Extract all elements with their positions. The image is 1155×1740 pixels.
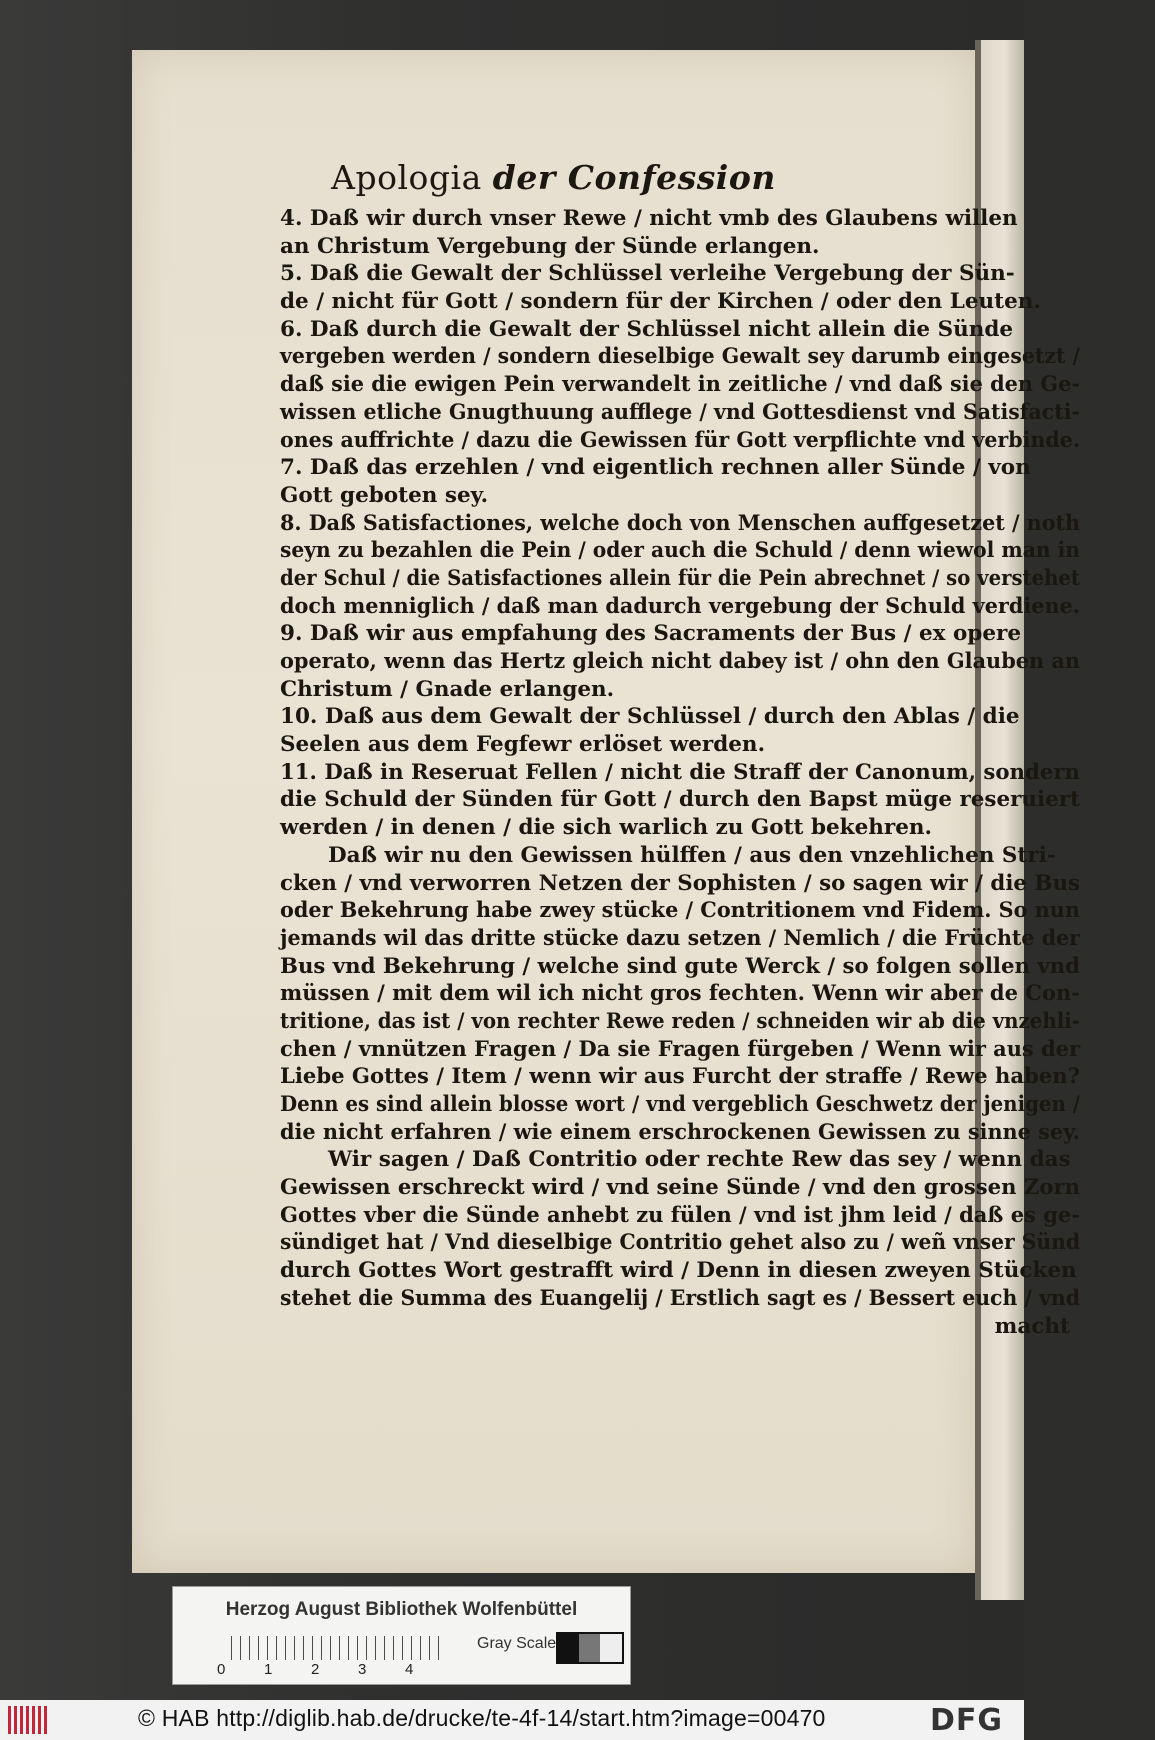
text-line: Bus vnd Bekehrung / welche sind gute Werck / so folgen sollen vnd	[280, 953, 1080, 979]
text-line: durch Gottes Wort gestrafft wird / Denn in diesen zweyen Stücken	[280, 1258, 1077, 1284]
text-line: 10. Daß aus dem Gewalt der Schlüssel / durch den Ablas / die	[280, 704, 1020, 730]
text-line: Daß wir nu den Gewissen hülffen / aus den vnzehlichen Stri-	[328, 842, 1056, 868]
gray-scale-swatch	[556, 1632, 624, 1664]
text-line: die Schuld der Sünden für Gott / durch den Bapst müge reseruiert	[280, 787, 1080, 813]
header-apologia: Apologia	[331, 158, 482, 197]
text-line: Denn es sind allein blosse wort / vnd vergeblich Geschwetz der jenigen /	[280, 1092, 1080, 1117]
dfg-logo: DFG	[930, 1703, 1004, 1738]
text-line: ones auffrichte / dazu die Gewissen für Gott verpflichte vnd verbinde.	[280, 427, 1080, 453]
text-line: an Christum Vergebung der Sünde erlangen.	[280, 233, 820, 259]
text-line: chen / vnnützen Fragen / Da sie Fragen fürgeben / Wenn wir aus der	[280, 1036, 1080, 1062]
text-line: daß sie die ewigen Pein verwandelt in zeitliche / vnd daß sie den Ge-	[280, 372, 1080, 398]
ruler-ticks	[231, 1636, 447, 1660]
hab-logo-icon	[8, 1706, 48, 1734]
text-line: Gewissen erschreckt wird / vnd seine Sünde / vnd den grossen Zorn	[280, 1175, 1080, 1201]
text-line: stehet die Summa des Euangelij / Erstlich sagt es / Bessert euch / vnd	[280, 1285, 1080, 1311]
text-line: cken / vnd verworren Netzen der Sophisten / so sagen wir / die Bus	[280, 870, 1080, 896]
page-header	[132, 158, 975, 197]
text-line: werden / in denen / die sich warlich zu Gott bekehren.	[280, 815, 933, 841]
text-line: 7. Daß das erzehlen / vnd eigentlich rechnen aller Sünde / von	[280, 455, 1031, 481]
text-line: Gottes vber die Sünde anhebt zu fülen / vnd ist jhm leid / daß es ge-	[280, 1202, 1080, 1228]
text-line: Liebe Gottes / Item / wenn wir aus Furcht der straffe / Rewe haben?	[280, 1064, 1080, 1090]
ruler-numbers	[217, 1661, 457, 1679]
copyright-link[interactable]: © HAB http://diglib.hab.de/drucke/te-4f-14/start.htm?image=00470	[138, 1705, 826, 1731]
text-line: jemands wil das dritte stücke dazu setzen / Nemlich / die Früchte der	[280, 925, 1080, 951]
bottom-credit-bar	[0, 1700, 1024, 1740]
gray-scale-label: Gray Scale	[477, 1635, 557, 1652]
library-color-card	[172, 1586, 631, 1685]
ruler-num-2: 2	[311, 1661, 320, 1678]
text-line: seyn zu bezahlen die Pein / oder auch die Schuld / denn wiewol man in	[280, 538, 1080, 564]
text-line: 6. Daß durch die Gewalt der Schlüssel nicht allein die Sünde	[280, 316, 1014, 342]
text-line: Gott geboten sey.	[280, 482, 489, 508]
text-line: 9. Daß wir aus empfahung des Sacraments der Bus / ex opere	[280, 621, 1022, 647]
ruler-num-1: 1	[264, 1661, 273, 1678]
text-line: müssen / mit dem wil ich nicht gros fechten. Wenn wir aber de Con-	[280, 981, 1080, 1007]
text-line: die nicht erfahren / wie einem erschrockenen Gewissen zu sinne sey.	[280, 1119, 1080, 1145]
text-line: oder Bekehrung habe zwey stücke / Contritionem vnd Fidem. So nun	[280, 898, 1080, 924]
text-line: wissen etliche Gnugthuung aufflege / vnd Gottesdienst vnd Satisfacti-	[280, 399, 1080, 425]
page-text	[280, 205, 1080, 1340]
text-line: Wir sagen / Daß Contritio oder rechte Rew das sey / wenn das	[328, 1147, 1071, 1173]
text-line: Christum / Gnade erlangen.	[280, 676, 615, 702]
text-line: macht	[994, 1313, 1070, 1339]
ruler-num-4: 4	[405, 1661, 414, 1678]
library-name: Herzog August Bibliothek Wolfenbüttel	[225, 1599, 578, 1620]
ruler-num-3: 3	[358, 1661, 367, 1678]
scale-ruler	[231, 1636, 447, 1660]
text-line: sündiget hat / Vnd dieselbige Contritio gehet also zu / weñ vnser Sünd	[280, 1230, 1080, 1256]
text-line: 4. Daß wir durch vnser Rewe / nicht vmb des Glaubens willen	[280, 206, 1018, 231]
text-line: 5. Daß die Gewalt der Schlüssel verleihe Vergebung der Sün-	[280, 261, 1015, 287]
text-line: de / nicht für Gott / sondern für der Kirchen / oder den Leuten.	[280, 289, 1041, 315]
text-line: 11. Daß in Reseruat Fellen / nicht die Straff der Canonum, sondern	[280, 759, 1080, 785]
ruler-num-0: 0	[217, 1661, 226, 1678]
text-line: 8. Daß Satisfactiones, welche doch von Menschen auffgesetzet / noth	[280, 510, 1080, 536]
text-line: Seelen aus dem Fegfewr erlöset werden.	[280, 732, 766, 758]
text-line: operato, wenn das Hertz gleich nicht dabey ist / ohn den Glauben an	[280, 649, 1080, 674]
header-confession: der Confession	[492, 158, 776, 197]
book-page	[132, 50, 1080, 1573]
text-line: tritione, das ist / von rechter Rewe reden / schneiden wir ab die vnzehli-	[280, 1008, 1080, 1034]
text-line: doch menniglich / daß man dadurch vergebung der Schuld verdiene.	[280, 593, 1080, 619]
text-line: vergeben werden / sondern dieselbige Gewalt sey darumb eingesetzt /	[280, 344, 1080, 370]
text-line: der Schul / die Satisfactiones allein für die Pein abrechnet / so verstehet	[280, 565, 1080, 591]
